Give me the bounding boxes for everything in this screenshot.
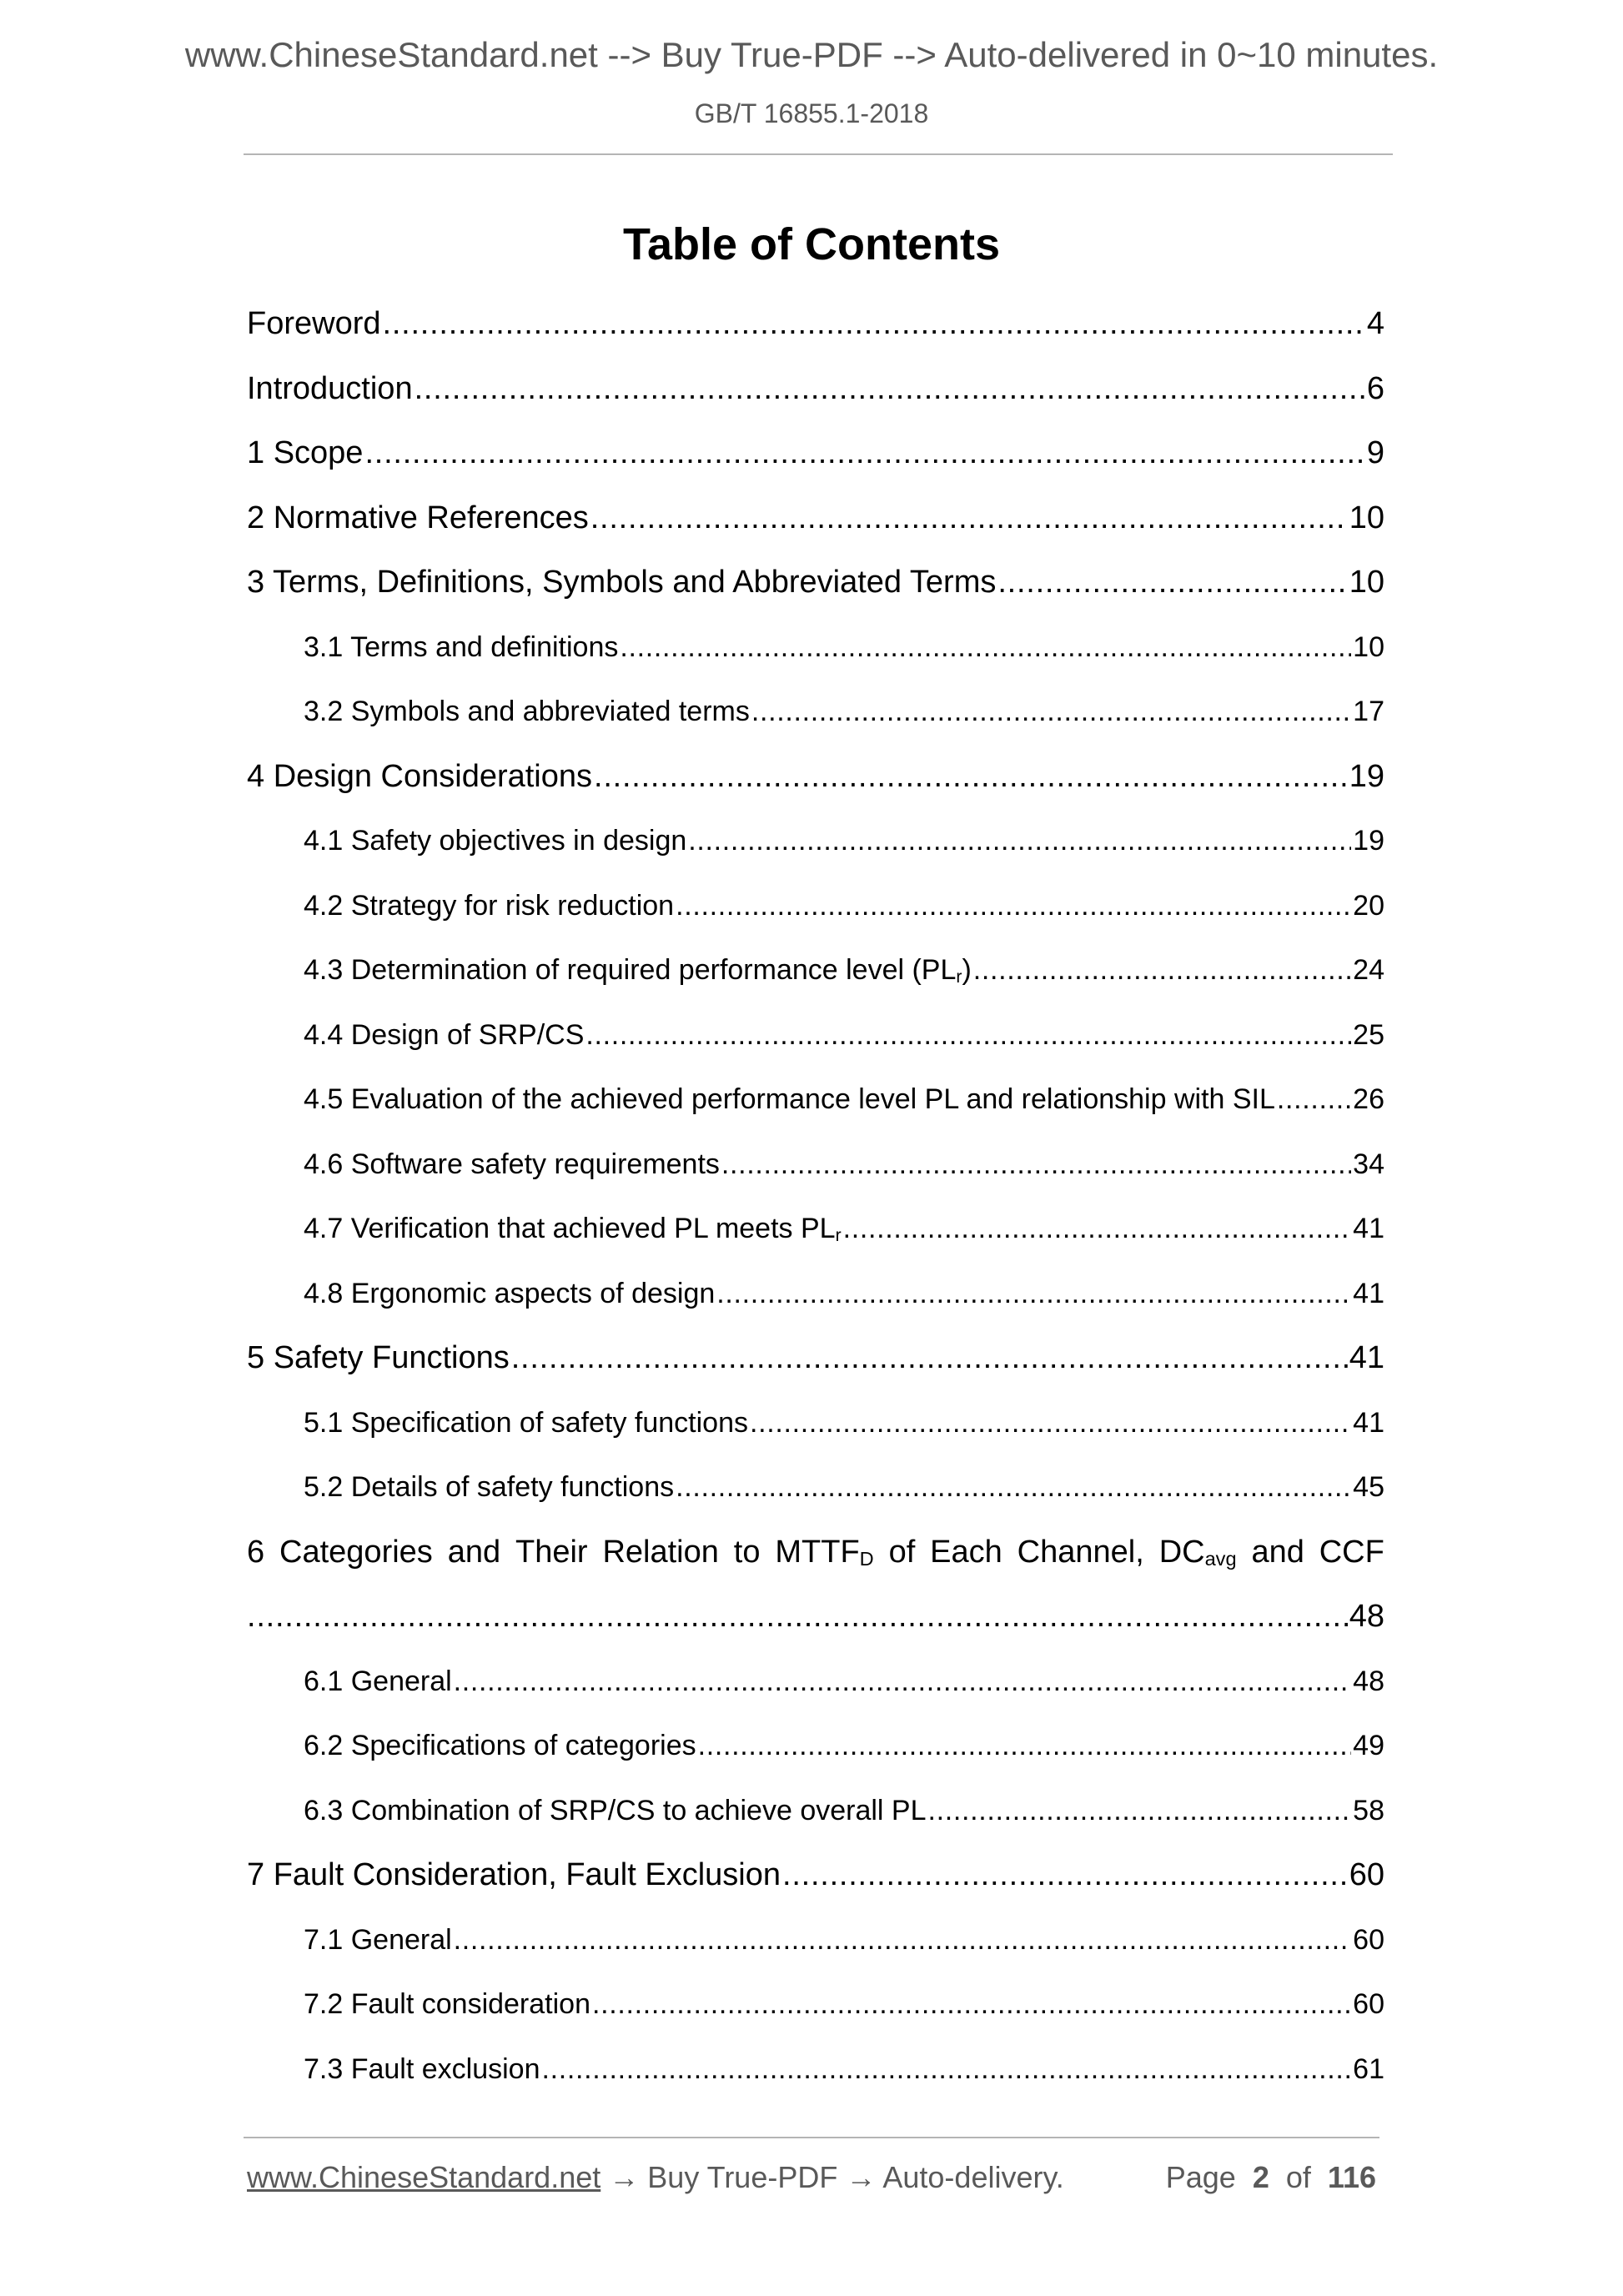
header-banner: www.ChineseStandard.net --> Buy True-PDF --> Auto-delivered in 0~10 minutes.: [184, 35, 1439, 74]
toc-entry-6-line1[interactable]: 6 Categories and Their Relation to $MTTF_D$ of Each Channel, $DC_{avg}$ and CCF: [247, 1534, 1384, 1570]
footer-site-link[interactable]: www.ChineseStandard.net: [247, 2160, 601, 2194]
toc-entry[interactable]: 5 Safety Functions ..... 41: [247, 1326, 1384, 1391]
toc-subentry[interactable]: 4.2 Strategy for risk reduction ..... 20: [247, 874, 1384, 939]
toc-entry[interactable]: 1 Scope ..... 9: [247, 421, 1384, 486]
toc-subentry[interactable]: 4.4 Design of SRP/CS ..... 25: [247, 1003, 1384, 1068]
footer-delivery-text: Auto-delivery.: [882, 2160, 1064, 2194]
toc-entry[interactable]: 4 Design Considerations ..... 19: [247, 745, 1384, 810]
toc-subentry[interactable]: 4.3 Determination of required performance level $(PL_r)$ ..... 24: [247, 938, 1384, 1003]
toc-subentry[interactable]: 6.1 General ..... 48: [247, 1650, 1384, 1715]
toc-entry-6-line2[interactable]: ..... 48: [247, 1585, 1384, 1650]
toc-subentry[interactable]: 6.2 Specifications of categories ..... 49: [247, 1714, 1384, 1779]
arrow-icon: →: [846, 2160, 877, 2194]
toc-entry[interactable]: 2 Normative References ..... 10: [247, 486, 1384, 551]
page-footer: [247, 2160, 1376, 2195]
table-of-contents: [247, 292, 1384, 2102]
toc-entry[interactable]: 7 Fault Consideration, Fault Exclusion ..... 60: [247, 1843, 1384, 1908]
total-pages: 116: [1327, 2160, 1376, 2194]
footer-divider: [244, 2137, 1379, 2138]
standard-id: GB/T 16855.1-2018: [694, 98, 929, 128]
toc-entry[interactable]: Foreword ..... 4: [247, 292, 1384, 357]
footer-left: [247, 2160, 1064, 2195]
toc-subentry[interactable]: 5.1 Specification of safety functions ..... 41: [247, 1391, 1384, 1456]
toc-subentry[interactable]: 7.3 Fault exclusion ..... 61: [247, 2037, 1384, 2103]
toc-subentry[interactable]: 4.5 Evaluation of the achieved performance level PL and relationship with SIL ..... 26: [247, 1068, 1384, 1133]
toc-subentry[interactable]: 3.2 Symbols and abbreviated terms ..... 17: [247, 680, 1384, 745]
toc-entry[interactable]: 3 Terms, Definitions, Symbols and Abbreviated Terms ..... 10: [247, 550, 1384, 615]
toc-subentry[interactable]: 4.7 Verification that achieved PL meets $PL_r$ ..... 41: [247, 1197, 1384, 1262]
page-indicator: Page 2 of 116: [1165, 2160, 1376, 2194]
page-title: Table of Contents: [623, 219, 1000, 269]
footer-buy-text: Buy True-PDF: [647, 2160, 838, 2194]
header-divider: [244, 153, 1393, 155]
toc-subentry[interactable]: 3.1 Terms and definitions ..... 10: [247, 615, 1384, 681]
toc-subentry[interactable]: 4.6 Software safety requirements ..... 34: [247, 1133, 1384, 1198]
current-page: 2: [1252, 2160, 1269, 2194]
toc-subentry[interactable]: 7.2 Fault consideration ..... 60: [247, 1972, 1384, 2037]
toc-entry[interactable]: Introduction ..... 6: [247, 357, 1384, 422]
toc-subentry[interactable]: 6.3 Combination of SRP/CS to achieve overall PL ..... 58: [247, 1779, 1384, 1844]
toc-subentry[interactable]: 4.1 Safety objectives in design ..... 19: [247, 809, 1384, 874]
toc-subentry[interactable]: 7.1 General ..... 60: [247, 1908, 1384, 1973]
toc-subentry[interactable]: 4.8 Ergonomic aspects of design ..... 41: [247, 1262, 1384, 1327]
toc-subentry[interactable]: 5.2 Details of safety functions ..... 45: [247, 1455, 1384, 1520]
arrow-icon: →: [609, 2160, 640, 2194]
